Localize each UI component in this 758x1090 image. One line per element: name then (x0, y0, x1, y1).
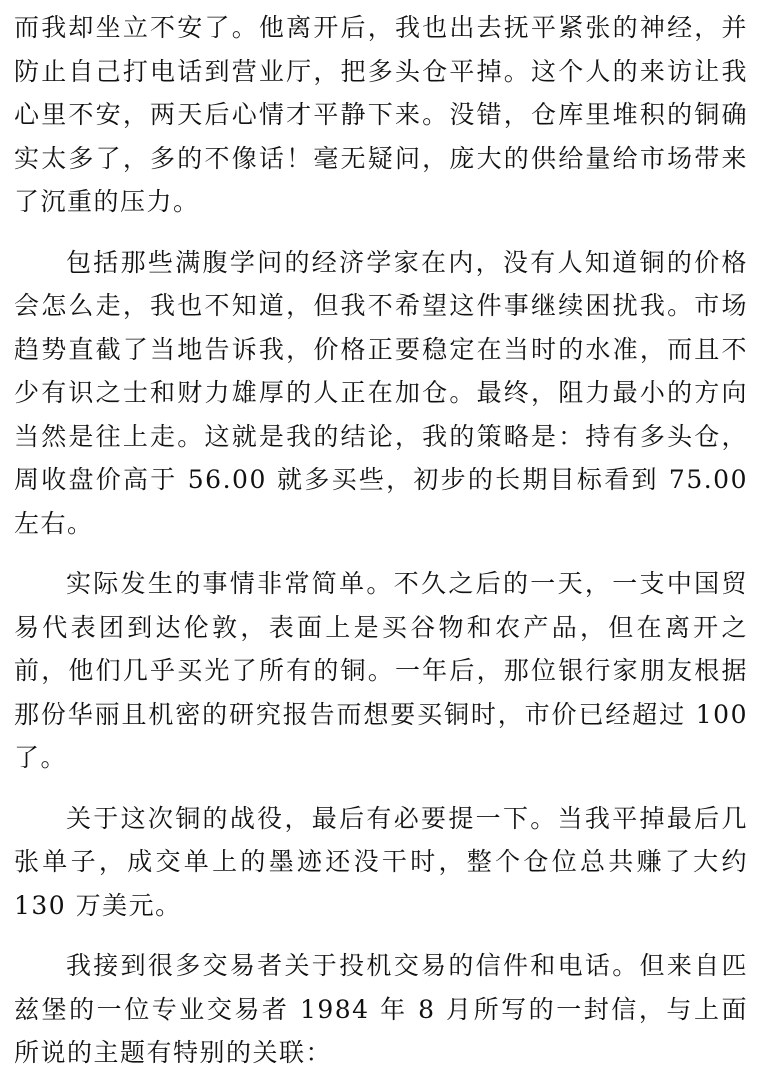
paragraph-china-delegation: 实际发生的事情非常简单。不久之后的一天，一支中国贸易代表团到达伦敦，表面上是买谷物和农产品，但在离开之前，他们几乎买光了所有的铜。一年后，那位银行家朋友根据那份华丽且机密的研究报告而想要买铜时，市价已经超过 100 了。 (14, 569, 748, 772)
paragraph-letter-intro: 我接到很多交易者关于投机交易的信件和电话。但来自匹兹堡的一位专业交易者 1984 年 8 月所写的一封信，与上面所说的主题有特别的关联： (14, 951, 748, 1067)
paragraph-copper-profit: 关于这次铜的战役，最后有必要提一下。当我平掉最后几张单子，成交单上的墨迹还没干时，整个仓位总共赚了大约 130 万美元。 (14, 803, 748, 920)
paragraph-copper-outlook: 包括那些满腹学问的经济学家在内，没有人知道铜的价格会怎么走，我也不知道，但我不希望这件事继续困扰我。市场趋势直截了当地告诉我，价格正要稳定在当时的水准，而且不少有识之士和财力雄厚的人正在加仓。最终，阻力最小的方向当然是往上走。这就是我的结论，我的策略是：持有多头仓，周收盘价高于 56.00 就多买些，初步的长期目标看到 75.00 左右。 (14, 247, 748, 538)
paragraph-continuation: 而我却坐立不安了。他离开后，我也出去抚平紧张的神经，并防止自己打电话到营业厅，把多头仓平掉。这个人的来访让我心里不安，两天后心情才平静下来。没错，仓库里堆积的铜确实太多了，多的不像话！毫无疑问，庞大的供给量给市场带来了沉重的压力。 (14, 13, 748, 216)
